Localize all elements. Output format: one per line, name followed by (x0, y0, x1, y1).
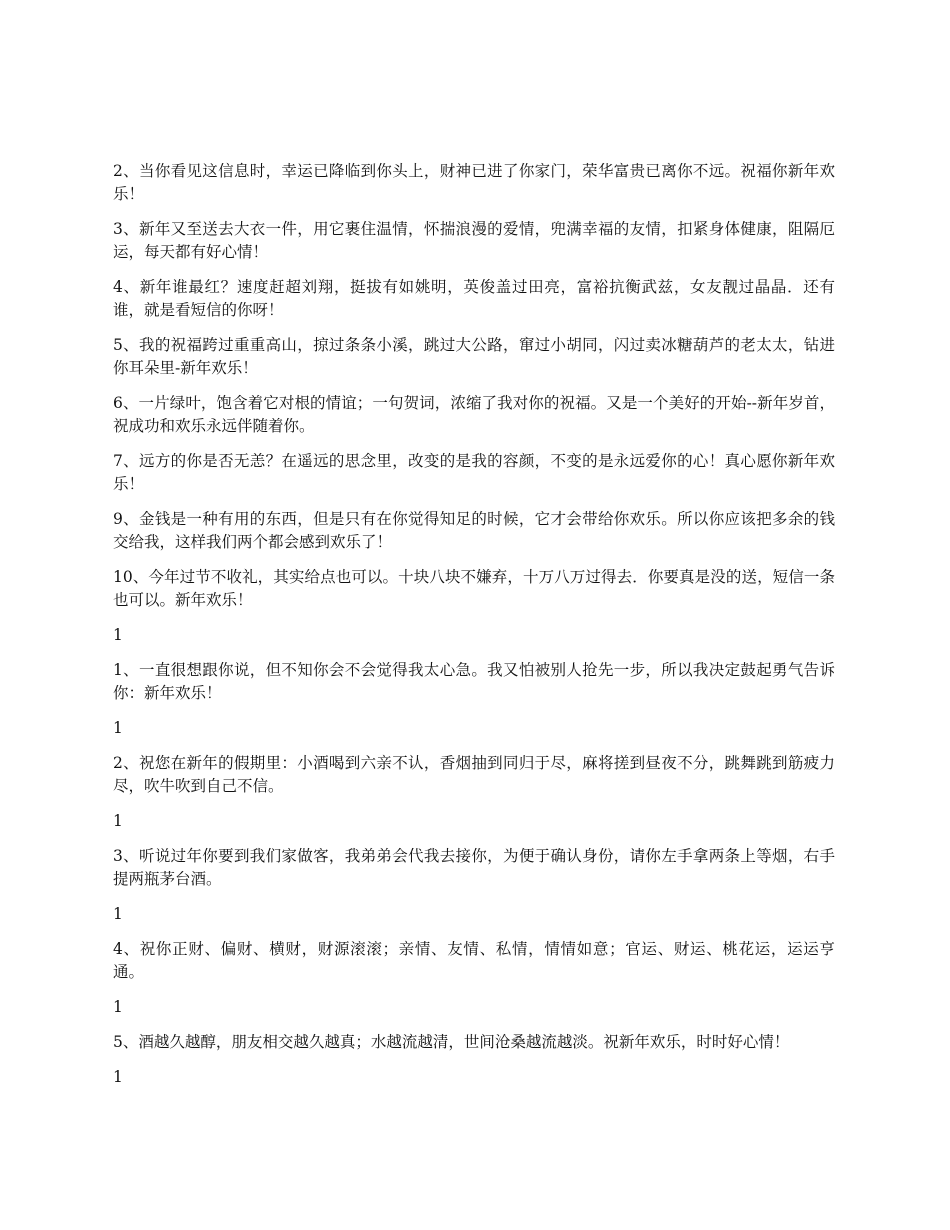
paragraph: 5、酒越久越醇，朋友相交越久越真；水越流越清，世间沧桑越流越淡。祝新年欢乐，时时好心情！ (113, 1033, 790, 1051)
paragraph: 10、今年过节不收礼，其实给点也可以。十块八块不嫌弃，十万八万过得去．你要真是没的送，短信一条也可以。新年欢乐！ (113, 568, 835, 609)
paragraph: 2、祝您在新年的假期里：小酒喝到六亲不认，香烟抽到同归于尽，麻将搓到昼夜不分，跳舞跳到筋疲力尽，吹牛吹到自己不信。 (113, 754, 835, 795)
paragraph: 6、一片绿叶，饱含着它对根的情谊；一句贺词，浓缩了我对你的祝福。又是一个美好的开始--新年岁首，祝成功和欢乐永远伴随着你。 (113, 394, 835, 435)
paragraph: 4、祝你正财、偏财、横财，财源滚滚；亲情、友情、私情，情情如意；官运、财运、桃花运，运运亨通。 (113, 940, 835, 981)
page-number-marker: 1 (113, 998, 123, 1016)
page-number-marker: 1 (113, 719, 123, 737)
page-number-marker: 1 (113, 812, 123, 830)
paragraph: 1、一直很想跟你说，但不知你会不会觉得我太心急。我又怕被别人抢先一步，所以我决定鼓起勇气告诉你：新年欢乐！ (113, 661, 835, 702)
paragraph: 3、新年又至送去大衣一件，用它裹住温情，怀揣浪漫的爱情，兜满幸福的友情，扣紧身体健康，阻隔厄运，每天都有好心情！ (113, 220, 835, 261)
page-number-marker: 1 (113, 626, 123, 644)
paragraph: 7、远方的你是否无恙？在遥远的思念里，改变的是我的容颜，不变的是永远爱你的心！真心愿你新年欢乐！ (113, 452, 835, 493)
document-body (113, 160, 835, 1101)
paragraph: 4、新年谁最红？速度赶超刘翔，挺拔有如姚明，英俊盖过田亮，富裕抗衡武兹，女友靓过晶晶．还有谁，就是看短信的你呀！ (113, 278, 835, 319)
page-number-marker: 1 (113, 1068, 123, 1086)
paragraph: 3、听说过年你要到我们家做客，我弟弟会代我去接你，为便于确认身份，请你左手拿两条上等烟，右手提两瓶茅台酒。 (113, 847, 835, 888)
page-number-marker: 1 (113, 905, 123, 923)
paragraph: 5、我的祝福跨过重重高山，掠过条条小溪，跳过大公路，窜过小胡同，闪过卖冰糖葫芦的老太太，钻进你耳朵里-新年欢乐！ (113, 336, 835, 377)
paragraph: 9、金钱是一种有用的东西，但是只有在你觉得知足的时候，它才会带给你欢乐。所以你应该把多余的钱交给我，这样我们两个都会感到欢乐了！ (113, 510, 835, 551)
paragraph: 2、当你看见这信息时，幸运已降临到你头上，财神已进了你家门，荣华富贵已离你不远。祝福你新年欢乐！ (113, 162, 835, 203)
